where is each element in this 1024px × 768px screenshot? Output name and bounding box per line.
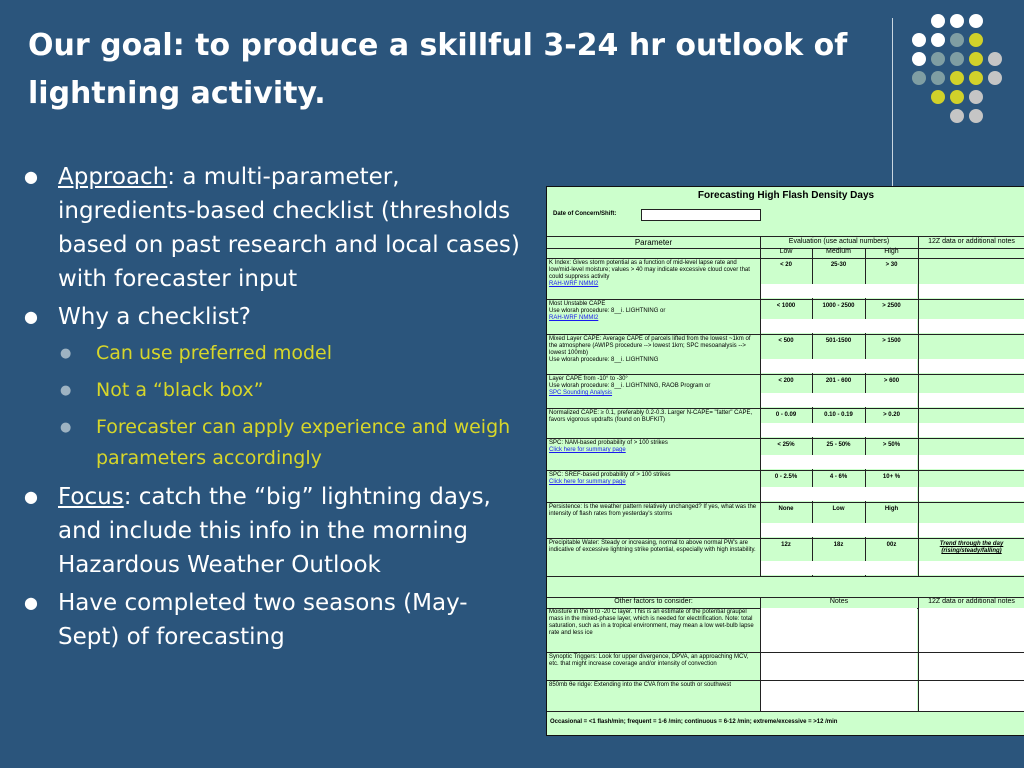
bullet-focus [20, 480, 520, 582]
low-threshold: 12z [781, 542, 791, 548]
parameter-description [549, 260, 757, 288]
evaluation-input-cell[interactable] [761, 393, 917, 407]
decorative-dot [969, 109, 983, 123]
title-divider-line [892, 18, 893, 188]
header-medium: Medium [826, 248, 851, 255]
high-threshold: > 0.20 [883, 412, 900, 418]
other-notes-input-cell[interactable] [761, 681, 917, 711]
decorative-dot [912, 52, 926, 66]
approach-term: Approach [58, 164, 168, 190]
bullet-marker: ● [24, 307, 38, 326]
notes-input-cell[interactable] [919, 284, 1024, 298]
low-threshold: < 200 [778, 378, 794, 384]
trend-note: Trend through the day (rising/steady/falling) [939, 541, 1004, 554]
notes-input-cell[interactable] [919, 523, 1024, 537]
evaluation-input-cell[interactable] [761, 455, 917, 469]
other-notes-input-cell[interactable] [761, 653, 917, 680]
parameter-description [549, 440, 757, 454]
header-notes: 12Z data or additional notes [928, 238, 1015, 245]
medium-threshold: 1000 - 2500 [822, 303, 855, 309]
sub-bullet-text: Can use preferred model [96, 342, 333, 364]
decorative-dot [912, 33, 926, 47]
parameter-link[interactable]: RAH-WRF NMMI2 [549, 281, 599, 287]
why-text: Why a checklist? [58, 304, 251, 330]
medium-threshold: 25 - 50% [826, 442, 851, 448]
other-factor-text: 850mb θe ridge: Extending into the CVA from the south or southwest [549, 682, 731, 688]
bullet-marker: ● [24, 167, 38, 186]
medium-threshold: Low [832, 506, 845, 512]
other-factor-text: Moisture in the 0 to -20 C layer. This is an estimate of the potential graupel mass in the mixed-phase layer, which is needed for electrification. Note: total saturation, such as in a tropical environment, may mean a low wet-bulb lapse rate and less ice [549, 609, 754, 636]
header-level-row [547, 248, 1024, 259]
high-threshold: High [884, 506, 899, 512]
high-threshold: 00z [886, 542, 897, 548]
parameter-text: Precipitable Water: Steady or increasing, normal to above normal PW's are indicative of excessive lightning strike potential, especially with high instability. [549, 540, 756, 553]
header-evaluation: Evaluation (use actual numbers) [788, 238, 890, 245]
notes-input-cell[interactable] [919, 319, 1024, 333]
parameter-description [549, 410, 757, 424]
bullet-completed [20, 586, 520, 654]
bullet-list [20, 160, 520, 658]
notes-header: Notes [829, 598, 849, 605]
high-threshold: > 30 [885, 262, 898, 268]
medium-threshold: 501-1500 [825, 338, 852, 344]
sub-bullet-black-box [20, 375, 520, 406]
high-threshold: 10+ % [882, 474, 901, 480]
focus-term: Focus [58, 484, 124, 510]
low-threshold: < 20 [780, 262, 792, 268]
notes-input-cell[interactable] [919, 393, 1024, 407]
decorative-dot [988, 52, 1002, 66]
other-factor-row [547, 608, 1024, 653]
evaluation-input-cell[interactable] [761, 523, 917, 537]
header-high: High [884, 248, 899, 255]
decorative-dot [931, 33, 945, 47]
sheet-title: Forecasting High Flash Density Days [697, 190, 875, 201]
decorative-dot [988, 71, 1002, 85]
low-threshold: < 500 [778, 338, 794, 344]
evaluation-input-cell[interactable] [761, 561, 917, 575]
other-notes-input-cell[interactable] [761, 608, 917, 652]
evaluation-input-cell[interactable] [761, 423, 917, 437]
parameter-text: K Index: Gives storm potential as a function of mid-level lapse rate and low/mid-level moisture; values > 40 may indicate excessive cloud cover that could suppress activity [549, 260, 750, 280]
high-threshold: > 2500 [882, 303, 901, 309]
parameter-description [549, 376, 757, 397]
approach-text: : a multi-parameter, ingredients-based checklist (thresholds based on past research and local cases) with forecaster input [58, 164, 520, 292]
evaluation-input-cell[interactable] [761, 284, 917, 298]
parameter-description [549, 301, 757, 322]
evaluation-input-cell[interactable] [761, 359, 917, 373]
medium-threshold: 25-30 [830, 262, 847, 268]
medium-threshold: 18z [833, 542, 844, 548]
notes-input-cell[interactable] [919, 455, 1024, 469]
parameter-text: SPC: SREF-based probability of > 100 strikes [549, 472, 671, 478]
completed-text: Have completed two seasons (May-Sept) of forecasting [58, 590, 468, 650]
sub-bullet-marker: ● [60, 383, 72, 398]
sub-bullet-text: Not a “black box” [96, 379, 264, 401]
sub-bullet-experience [20, 412, 520, 474]
decorative-dot [931, 90, 945, 104]
parameter-link[interactable]: Click here for summary page [549, 447, 626, 453]
other-12z-input-cell[interactable] [919, 608, 1024, 652]
other-notes-header: 12Z data or additional notes [928, 598, 1015, 605]
decorative-dot [950, 71, 964, 85]
high-threshold: > 1500 [882, 338, 901, 344]
parameter-link[interactable]: RAH-WRF NMMI2 [549, 315, 599, 321]
parameter-row [547, 375, 1024, 409]
low-threshold: 0 - 0.09 [775, 412, 797, 418]
parameter-note: Use wlorah procedure: 8__i. LIGHTNING [549, 357, 659, 363]
decorative-dot [912, 71, 926, 85]
parameter-description [549, 336, 757, 364]
parameter-text: Mixed Layer CAPE: Average CAPE of parcels lifted from the lowest ~1km of the atmosphere (AWIPS procedure --> lowest 1km; SPC mesoanalysis --> lowest 100mb) [549, 336, 751, 356]
parameter-description [549, 472, 757, 486]
parameter-text: Most Unstable CAPE [549, 301, 606, 307]
parameter-description [549, 540, 757, 554]
high-threshold: > 600 [883, 378, 900, 384]
notes-input-cell[interactable] [919, 487, 1024, 501]
decorative-dot [969, 90, 983, 104]
sub-bullet-marker: ● [60, 346, 72, 361]
bullet-approach [20, 160, 520, 296]
decorative-dot [950, 33, 964, 47]
bullet-why-checklist [20, 300, 520, 334]
parameter-text: Persistence: Is the weather pattern relatively unchanged? If yes, what was the intensity of flash rates from yesterday's storms [549, 504, 757, 517]
checklist-spreadsheet-image [546, 186, 1024, 736]
other-factor-row [547, 653, 1024, 681]
low-threshold: < 1000 [776, 303, 796, 309]
decorative-dot [950, 90, 964, 104]
decorative-dot [931, 52, 945, 66]
parameter-row [547, 503, 1024, 539]
other-12z-input-cell[interactable] [919, 681, 1024, 711]
decorative-dot [931, 71, 945, 85]
parameter-row [547, 439, 1024, 471]
parameter-row [547, 335, 1024, 375]
decorative-dot [969, 52, 983, 66]
notes-input-cell[interactable] [919, 561, 1024, 575]
focus-text: : catch the “big” lightning days, and include this info in the morning Hazardous Weather Outlook [58, 484, 491, 578]
header-parameter: Parameter [634, 238, 673, 247]
parameter-row [547, 259, 1024, 300]
bullet-marker: ● [24, 593, 38, 612]
low-threshold: < 25% [777, 442, 795, 448]
evaluation-input-cell[interactable] [761, 319, 917, 333]
other-factor-text: Synoptic Triggers: Look for upper divergence, DPVA, an approaching MCV, etc. that might increase coverage and/or intensity of convection [549, 654, 749, 667]
high-threshold: > 50% [882, 442, 901, 448]
sub-bullet-text: Forecaster can apply experience and weigh parameters accordingly [96, 416, 511, 469]
decorative-dot [950, 14, 964, 28]
sub-bullet-marker: ● [60, 420, 72, 435]
sheet-footer: Occasional = <1 flash/min; frequent = 1-6 /min; continuous = 6-12 /min; extreme/excessive = >12 /min [550, 719, 838, 725]
other-factors-header: Other factors to consider: [614, 598, 693, 605]
medium-threshold: 0.10 - 0.19 [824, 412, 853, 418]
sub-bullet-model [20, 338, 520, 369]
parameter-link[interactable]: Click here for summary page [549, 479, 626, 485]
decorative-dot [950, 52, 964, 66]
parameter-link[interactable]: SPC Sounding Analysis [549, 390, 613, 396]
parameter-row [547, 471, 1024, 503]
parameter-note: Use wlorah procedure: 8__i. LIGHTNING, RAOB Program or [549, 383, 711, 389]
parameter-description [549, 504, 757, 518]
slide-title: Our goal: to produce a skillful 3-24 hr outlook of lightning activity. [28, 28, 848, 111]
bullet-marker: ● [24, 487, 38, 506]
date-label: Date of Concern/Shift: [553, 211, 617, 217]
decorative-dot [969, 33, 983, 47]
decorative-dot [931, 14, 945, 28]
decorative-dot [969, 71, 983, 85]
other-factor-row [547, 681, 1024, 712]
low-threshold: None [778, 506, 794, 512]
parameter-text: Normalized CAPE: ≥ 0.1, preferably 0.2-0.3. Larger N-CAPE= "fatter" CAPE, favors vigorous updrafts (found on BUFKIT) [549, 410, 753, 423]
parameter-text: Layer CAPE from -10° to -30° [549, 376, 628, 382]
decorative-dot-grid [912, 14, 1012, 164]
decorative-dot [950, 109, 964, 123]
parameter-row [547, 539, 1024, 577]
decorative-dot [969, 14, 983, 28]
notes-input-cell[interactable] [919, 423, 1024, 437]
other-12z-input-cell[interactable] [919, 653, 1024, 680]
parameter-row [547, 300, 1024, 335]
medium-threshold: 4 - 6% [829, 474, 848, 480]
low-threshold: 0 - 2.5% [774, 474, 798, 480]
parameter-note: Use wlorah procedure: 8__i. LIGHTNING or [549, 308, 666, 314]
evaluation-input-cell[interactable] [761, 487, 917, 501]
date-input-box [641, 209, 761, 221]
medium-threshold: 201 - 600 [825, 378, 852, 384]
notes-input-cell[interactable] [919, 359, 1024, 373]
header-low: Low [779, 248, 793, 255]
parameter-text: SPC: NAM-based probability of > 100 strikes [549, 440, 668, 446]
parameter-row [547, 409, 1024, 439]
